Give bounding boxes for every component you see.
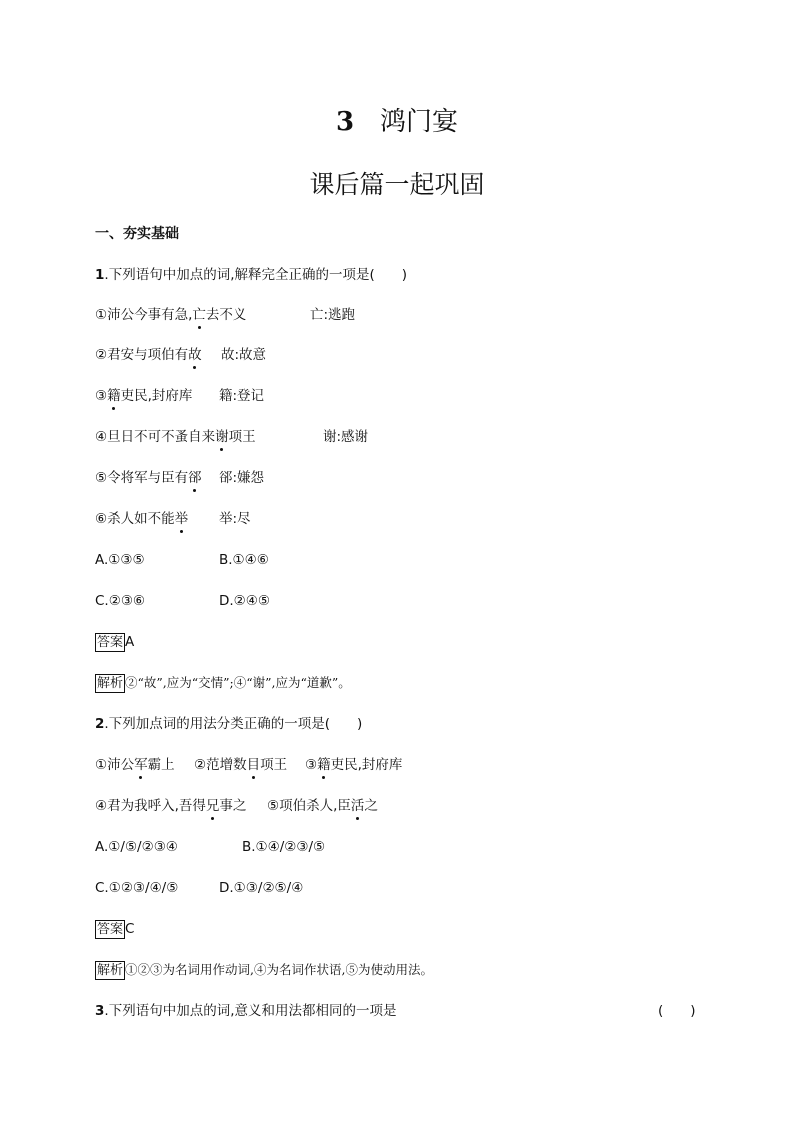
dotted-word: 籍 xyxy=(317,757,331,773)
q1-item-1-post: 去不义 xyxy=(205,307,247,323)
q1-item-4 xyxy=(95,427,369,447)
q1-item-5-gloss: 郤:嫌怨 xyxy=(219,470,265,486)
q1-option-d[interactable]: D.②④⑤ xyxy=(219,593,270,609)
q1-item-1 xyxy=(95,305,356,325)
q3-number: 3 xyxy=(95,1003,105,1019)
q2-item-5-post: 之 xyxy=(364,798,378,814)
q3-answer-blank[interactable]: ( ) xyxy=(658,1003,696,1019)
q1-item-3-gloss: 籍:登记 xyxy=(219,388,265,404)
q2-options-row-1 xyxy=(95,837,326,857)
page-title xyxy=(0,102,794,142)
q2-item-5 xyxy=(267,796,378,816)
dotted-word: 亡 xyxy=(192,307,206,323)
q1-stem-text: .下列语句中加点的词,解释完全正确的一项是( ) xyxy=(104,267,408,283)
section-heading: 一、夯实基础 xyxy=(95,226,179,242)
analysis-tag: 解析 xyxy=(97,963,124,978)
dotted-word: 军 xyxy=(134,757,148,773)
lesson-number: 3 xyxy=(335,107,355,137)
q2-analysis xyxy=(95,960,433,980)
q1-item-4-gloss: 谢:感谢 xyxy=(323,429,369,445)
q2-answer xyxy=(95,919,134,939)
q1-item-6-gloss: 举:尽 xyxy=(219,511,251,527)
q1-analysis-text: ②“故”,应为“交情”;④“谢”,应为“道歉”。 xyxy=(125,675,351,690)
q2-analysis-text: ①②③为名词用作动词,④为名词作状语,⑤为使动用法。 xyxy=(125,962,433,977)
q1-answer xyxy=(95,632,134,652)
q1-item-6-pre: ⑥杀人如不能 xyxy=(95,511,175,527)
q2-number: 2 xyxy=(95,716,105,732)
q2-options-row-2 xyxy=(95,878,304,898)
dotted-word: 兄 xyxy=(205,798,220,814)
q1-item-4-post: 项王 xyxy=(228,429,256,445)
q1-item-1-pre: ①沛公今事有急, xyxy=(95,307,193,323)
answer-tag: 答案 xyxy=(97,635,124,650)
q2-item-5-pre: ⑤项伯杀人,臣 xyxy=(267,798,351,814)
q3-stem xyxy=(95,1001,397,1021)
q1-options-row-1 xyxy=(95,550,269,570)
q1-option-c[interactable]: C.②③⑥ xyxy=(95,593,146,609)
q2-stem xyxy=(95,714,362,734)
page-subtitle: 课后篇一起巩固 xyxy=(309,170,485,199)
q2-item-4 xyxy=(95,798,246,814)
q2-option-a[interactable]: A.①/⑤/②③④ xyxy=(95,839,178,855)
dotted-word: 郤 xyxy=(188,470,202,486)
q1-item-5-pre: ⑤令将军与臣有 xyxy=(95,470,189,486)
q1-answer-value: A xyxy=(125,634,135,650)
q1-item-4-pre: ④旦日不可不蚤自来 xyxy=(95,429,216,445)
q2-item-3-post: 吏民,封府库 xyxy=(330,757,403,773)
q1-option-b[interactable]: B.①④⑥ xyxy=(219,552,269,568)
q1-stem xyxy=(95,265,407,285)
q2-option-d[interactable]: D.①③/②⑤/④ xyxy=(219,880,304,896)
q2-item-2-post: 项王 xyxy=(260,757,288,773)
q2-item-1-post: 霸上 xyxy=(147,757,175,773)
q2-item-3-pre: ③ xyxy=(305,757,318,773)
q2-item-2 xyxy=(194,755,287,775)
q2-option-b[interactable]: B.①④/②③/⑤ xyxy=(242,839,326,855)
q2-items-row-1 xyxy=(95,755,403,775)
q1-item-2-pre: ②君安与项伯有 xyxy=(95,347,189,363)
q3-stem-text: .下列语句中加点的词,意义和用法都相同的一项是 xyxy=(104,1003,397,1019)
q1-item-3-post: 吏民,封府库 xyxy=(120,388,193,404)
q2-item-3 xyxy=(305,755,402,775)
dotted-word: 举 xyxy=(174,511,189,527)
q1-item-5 xyxy=(95,468,265,488)
q1-item-3 xyxy=(95,386,265,406)
dotted-word: 目 xyxy=(246,757,261,773)
q1-options-row-2 xyxy=(95,591,270,611)
lesson-title: 鸿门宴 xyxy=(380,107,459,137)
q2-items-row-2 xyxy=(95,796,378,816)
dotted-word: 籍 xyxy=(107,388,121,404)
q2-item-2-pre: ②范增数 xyxy=(194,757,247,773)
q2-item-4-post: 事之 xyxy=(219,798,247,814)
q1-option-a[interactable]: A.①③⑤ xyxy=(95,552,145,568)
dotted-word: 谢 xyxy=(215,429,229,445)
q1-item-3-pre: ③ xyxy=(95,388,108,404)
q2-item-1 xyxy=(95,757,175,773)
q2-stem-text: .下列加点词的用法分类正确的一项是( ) xyxy=(104,716,363,732)
q1-item-6 xyxy=(95,509,251,529)
q2-option-c[interactable]: C.①②③/④/⑤ xyxy=(95,880,179,896)
dotted-word: 活 xyxy=(350,798,365,814)
q1-item-2 xyxy=(95,345,267,365)
q1-item-1-gloss: 亡:逃跑 xyxy=(310,307,356,323)
analysis-tag: 解析 xyxy=(97,676,124,691)
q2-answer-value: C xyxy=(125,921,135,937)
q1-item-2-gloss: 故:故意 xyxy=(221,347,267,363)
q1-number: 1 xyxy=(95,267,105,283)
q2-item-1-pre: ①沛公 xyxy=(95,757,135,773)
answer-tag: 答案 xyxy=(97,922,124,937)
dotted-word: 故 xyxy=(188,347,202,363)
q1-analysis xyxy=(95,673,351,693)
q2-item-4-pre: ④君为我呼入,吾得 xyxy=(95,798,206,814)
